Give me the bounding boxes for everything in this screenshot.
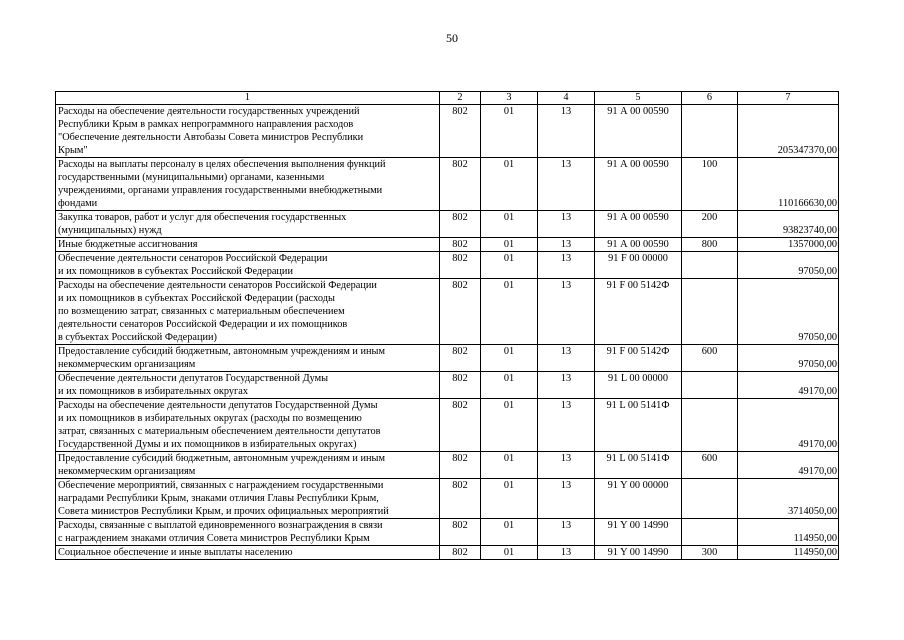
ministry-code: 802 (440, 399, 481, 452)
row-description: Предоставление субсидий бюджетным, автономным учреждениям и иным некоммерческим организациям (56, 452, 440, 479)
row-description: Закупка товаров, работ и услуг для обеспечения государственных (муниципальных) нужд (56, 211, 440, 238)
amount: 97050,00 (738, 252, 839, 279)
ministry-code: 802 (440, 452, 481, 479)
expense-type-code (682, 479, 738, 519)
column-header: 5 (595, 92, 682, 105)
ministry-code: 802 (440, 279, 481, 345)
section-code: 01 (481, 279, 538, 345)
subsection-code: 13 (538, 546, 595, 560)
table-row (56, 345, 839, 372)
amount: 1357000,00 (738, 238, 839, 252)
row-description: Расходы на обеспечение деятельности депутатов Государственной Думы и их помощников в избирательных округах (расходы по возмещению затрат, связанных с материальным обеспечением деятельности депутатов Государственной Думы и их помощников в избирательных округах) (56, 399, 440, 452)
section-code: 01 (481, 372, 538, 399)
section-code: 01 (481, 252, 538, 279)
amount: 93823740,00 (738, 211, 839, 238)
subsection-code: 13 (538, 399, 595, 452)
target-article-code: 91 А 00 00590 (595, 211, 682, 238)
section-code: 01 (481, 399, 538, 452)
row-description: Обеспечение мероприятий, связанных с награждением государственными наградами Республики Крым, знаками отличия Главы Республики Крым, Совета министров Республики Крым, и прочих официальных мероприятий (56, 479, 440, 519)
target-article-code: 91 Y 00 14990 (595, 546, 682, 560)
amount: 3714050,00 (738, 479, 839, 519)
amount: 49170,00 (738, 399, 839, 452)
table-row (56, 479, 839, 519)
target-article-code: 91 Y 00 14990 (595, 519, 682, 546)
subsection-code: 13 (538, 279, 595, 345)
ministry-code: 802 (440, 546, 481, 560)
row-description: Расходы на обеспечение деятельности государственных учреждений Республики Крым в рамках непрограммного направления расходов "Обеспечение деятельности Автобазы Совета министров Республики Крым" (56, 105, 440, 158)
ministry-code: 802 (440, 372, 481, 399)
section-code: 01 (481, 479, 538, 519)
table-row (56, 279, 839, 345)
amount: 114950,00 (738, 519, 839, 546)
table-row (56, 452, 839, 479)
target-article-code: 91 L 00 00000 (595, 372, 682, 399)
expense-type-code: 600 (682, 452, 738, 479)
row-description: Обеспечение деятельности сенаторов Российской Федерации и их помощников в субъектах Российской Федерации (56, 252, 440, 279)
target-article-code: 91 Y 00 00000 (595, 479, 682, 519)
ministry-code: 802 (440, 252, 481, 279)
subsection-code: 13 (538, 519, 595, 546)
table-row (56, 238, 839, 252)
column-header: 7 (738, 92, 839, 105)
section-code: 01 (481, 238, 538, 252)
table-row (56, 519, 839, 546)
ministry-code: 802 (440, 158, 481, 211)
target-article-code: 91 F 00 5142Ф (595, 279, 682, 345)
page-number: 50 (446, 31, 458, 45)
table-row (56, 372, 839, 399)
header-row (56, 92, 839, 105)
column-header: 3 (481, 92, 538, 105)
subsection-code: 13 (538, 372, 595, 399)
expense-type-code (682, 372, 738, 399)
target-article-code: 91 L 00 5141Ф (595, 399, 682, 452)
expense-type-code: 200 (682, 211, 738, 238)
table-row (56, 158, 839, 211)
ministry-code: 802 (440, 479, 481, 519)
column-header: 4 (538, 92, 595, 105)
amount: 97050,00 (738, 279, 839, 345)
expense-type-code: 300 (682, 546, 738, 560)
section-code: 01 (481, 546, 538, 560)
table-row (56, 546, 839, 560)
row-description: Расходы на выплаты персоналу в целях обеспечения выполнения функций государственными (муниципальными) органами, казенными учреждениями, органами управления государственными внебюджетными фондами (56, 158, 440, 211)
column-header: 1 (56, 92, 440, 105)
amount: 49170,00 (738, 452, 839, 479)
table-body (56, 105, 839, 560)
table-row (56, 252, 839, 279)
amount: 205347370,00 (738, 105, 839, 158)
target-article-code: 91 F 00 5142Ф (595, 345, 682, 372)
target-article-code: 91 А 00 00590 (595, 238, 682, 252)
section-code: 01 (481, 519, 538, 546)
section-code: 01 (481, 158, 538, 211)
expense-type-code: 100 (682, 158, 738, 211)
target-article-code: 91 L 00 5141Ф (595, 452, 682, 479)
row-description: Обеспечение деятельности депутатов Государственной Думы и их помощников в избирательных округах (56, 372, 440, 399)
column-header: 6 (682, 92, 738, 105)
section-code: 01 (481, 211, 538, 238)
row-description: Предоставление субсидий бюджетным, автономным учреждениям и иным некоммерческим организациям (56, 345, 440, 372)
section-code: 01 (481, 105, 538, 158)
amount: 110166630,00 (738, 158, 839, 211)
amount: 97050,00 (738, 345, 839, 372)
section-code: 01 (481, 345, 538, 372)
expense-type-code (682, 519, 738, 546)
ministry-code: 802 (440, 345, 481, 372)
target-article-code: 91 F 00 00000 (595, 252, 682, 279)
expense-type-code: 600 (682, 345, 738, 372)
ministry-code: 802 (440, 105, 481, 158)
expense-type-code (682, 279, 738, 345)
ministry-code: 802 (440, 211, 481, 238)
table-row (56, 399, 839, 452)
expense-type-code (682, 399, 738, 452)
budget-table (55, 91, 839, 560)
subsection-code: 13 (538, 252, 595, 279)
section-code: 01 (481, 452, 538, 479)
target-article-code: 91 А 00 00590 (595, 158, 682, 211)
expense-type-code (682, 252, 738, 279)
expense-type-code: 800 (682, 238, 738, 252)
amount: 114950,00 (738, 546, 839, 560)
subsection-code: 13 (538, 211, 595, 238)
subsection-code: 13 (538, 452, 595, 479)
target-article-code: 91 А 00 00590 (595, 105, 682, 158)
subsection-code: 13 (538, 158, 595, 211)
row-description: Расходы на обеспечение деятельности сенаторов Российской Федерации и их помощников в субъектах Российской Федерации (расходы по возмещению затрат, связанных с материальным обеспечением деятельности сенаторов Российской Федерации и их помощников в субъектах Российской Федерации) (56, 279, 440, 345)
ministry-code: 802 (440, 238, 481, 252)
column-header: 2 (440, 92, 481, 105)
subsection-code: 13 (538, 105, 595, 158)
subsection-code: 13 (538, 345, 595, 372)
expense-type-code (682, 105, 738, 158)
row-description: Иные бюджетные ассигнования (56, 238, 440, 252)
ministry-code: 802 (440, 519, 481, 546)
table-row (56, 211, 839, 238)
row-description: Социальное обеспечение и иные выплаты населению (56, 546, 440, 560)
row-description: Расходы, связанные с выплатой единовременного вознаграждения в связи с награждением знаками отличия Совета министров Республики Крым (56, 519, 440, 546)
subsection-code: 13 (538, 479, 595, 519)
table-row (56, 105, 839, 158)
amount: 49170,00 (738, 372, 839, 399)
subsection-code: 13 (538, 238, 595, 252)
